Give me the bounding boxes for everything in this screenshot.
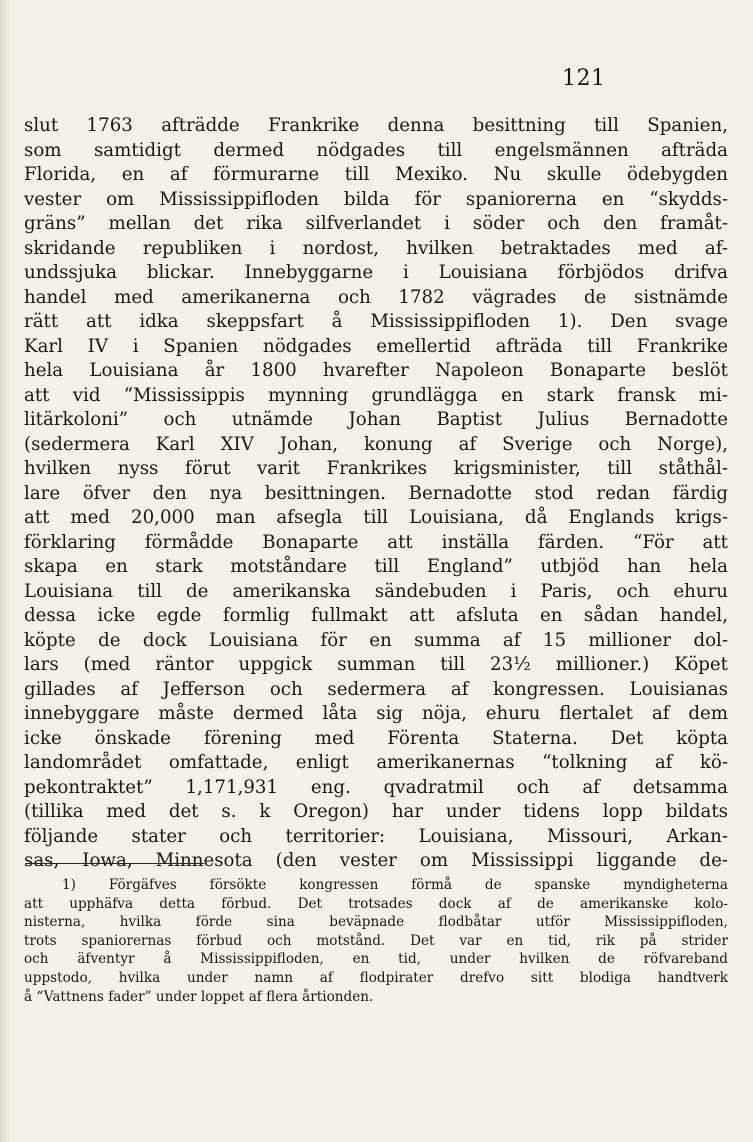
body-line: handel med amerikanerna och 1782 vägrades de sistnämde: [24, 286, 728, 308]
footnote-line: 1) Förgäfves försökte kongressen förmå de spanske myndigheterna: [62, 877, 728, 893]
body-line: pekontraktet” 1,171,931 eng. qvadratmil och af detsamma: [24, 776, 728, 798]
body-line: som samtidigt dermed nödgades till engelsmännen afträda: [24, 139, 728, 161]
page-edge-shadow: [0, 0, 10, 1142]
footnote: [24, 876, 728, 1006]
body-line: sas, Iowa, Minnesota (den vester om Mississippi liggande de-: [24, 850, 728, 871]
footnote-line: att upphäfva detta förbud. Det trotsades dock af de amerikanske kolo-: [24, 895, 728, 912]
body-line: litärkoloni” och utnämde Johan Baptist Julius Bernadotte: [24, 409, 728, 430]
body-line: vester om Mississippifloden bilda för spaniorerna en “skydds-: [24, 188, 728, 210]
body-line: (sedermera Karl XIV Johan, konung af Sverige och Norge),: [24, 433, 728, 455]
body-line: landområdet omfattade, enligt amerikanernas “tolkning af kö-: [24, 752, 728, 773]
footnote-line: å “Vattnens fader” under loppet af flera årtionden.: [24, 988, 374, 1005]
body-line: Karl IV i Spanien nödgades emellertid afträda till Frankrike: [24, 335, 728, 357]
body-line: Florida, en af förmurarne till Mexiko. Nu skulle ödebygden: [24, 164, 728, 185]
body-line: rätt att idka skeppsfart å Mississippifloden 1). Den svage: [24, 311, 728, 332]
footnote-divider: [26, 863, 204, 864]
footnote-line: och äfventyr å Mississippifloden, en tid, under hvilken de röfvareband: [24, 951, 728, 968]
body-line: skridande republiken i nordost, hvilken betraktades med af-: [24, 237, 728, 259]
body-line: att vid “Mississippis mynning grundlägga en stark fransk mi-: [24, 384, 728, 406]
body-line: undssjuka blickar. Innebyggarne i Louisiana förbjödos drifva: [24, 262, 728, 283]
body-line: att med 20,000 man afsegla till Louisiana, då Englands krigs-: [24, 507, 728, 528]
body-line: följande stater och territorier: Louisiana, Missouri, Arkan-: [24, 825, 728, 847]
body-line: skapa en stark motståndare till England” utbjöd han hela: [24, 556, 728, 577]
page-number: 121: [562, 66, 606, 91]
body-line: Louisiana till de amerikanska sändebuden i Paris, och ehuru: [24, 580, 728, 602]
footnote-line: trots spaniorernas förbud och motstånd. Det var en tid, rik på strider: [24, 932, 728, 949]
body-line: lars (med räntor uppgick summan till 23½ millioner.) Köpet: [24, 654, 728, 675]
body-line: hvilken nyss förut varit Frankrikes krigsminister, till ståthål-: [24, 458, 728, 479]
body-line: förklaring förmådde Bonaparte att inställa färden. “För att: [24, 531, 728, 553]
footnote-line: nisterna, hvilka förde sina beväpnade flodbåtar utför Mississippifloden,: [24, 914, 728, 931]
body-line: innebyggare måste dermed låta sig nöja, ehuru flertalet af dem: [24, 703, 728, 724]
body-line: köpte de dock Louisiana för en summa af 15 millioner dol-: [24, 629, 728, 651]
body-line: dessa icke egde formlig fullmakt att afsluta en sådan handel,: [24, 605, 728, 626]
body-line: hela Louisiana år 1800 hvarefter Napoleon Bonaparte beslöt: [24, 360, 728, 381]
body-line: lare öfver den nya besittningen. Bernadotte stod redan färdig: [24, 482, 728, 504]
body-line: (tillika med det s. k Oregon) har under tidens lopp bildats: [24, 801, 728, 822]
body-line: slut 1763 afträdde Frankrike denna besittning till Spanien,: [24, 115, 728, 136]
body-line: gillades af Jefferson och sedermera af kongressen. Louisianas: [24, 678, 728, 700]
body-line: gräns” mellan det rika silfverlandet i söder och den framåt-: [24, 213, 728, 234]
body-text: [24, 114, 728, 874]
footnote-line: uppstodo, hvilka under namn af flodpirater drefvo sitt blodiga handtverk: [24, 969, 728, 986]
body-line: icke önskade förening med Förenta Staterna. Det köpta: [24, 727, 728, 749]
